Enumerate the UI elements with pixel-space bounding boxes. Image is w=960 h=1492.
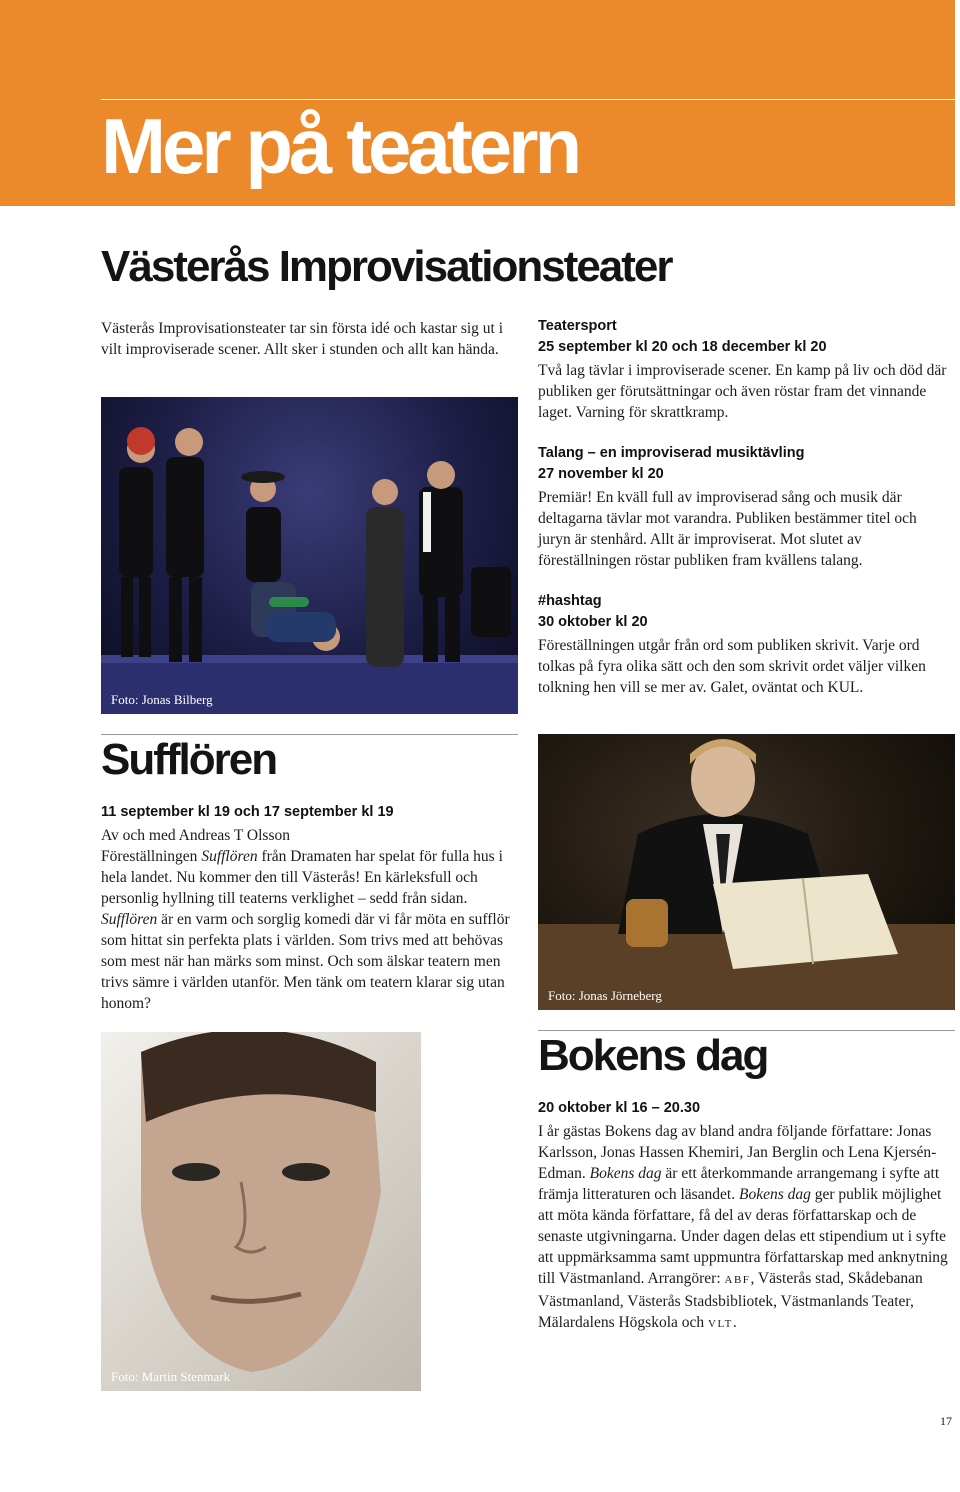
sufflor-body <box>101 802 518 1014</box>
bokens-text-4: , Västerås stad, Skådebanan Västmanland, Västerås Stadsbibliotek, Västmanlands Teater, Mälardalens Högskola och <box>538 1270 923 1331</box>
improv-photo <box>101 397 518 714</box>
improv-photo-illustration <box>101 397 518 714</box>
improv-photo-credit: Foto: Jonas Bilberg <box>111 692 213 707</box>
event-date: 27 november kl 20 <box>538 466 664 482</box>
improv-intro: Västerås Improvisationsteater tar sin första idé och kastar sig ut i vilt improviserade scener. Allt sker i stunden och allt kan hända. <box>101 320 504 358</box>
bokens-text-5: . <box>732 1314 737 1331</box>
sufflor-text-3: är en varm och sorglig komedi där vi får möta en sufflör som hittat sin perfekta plats i världen. Som trivs med att behövas som mest när han märks som minst. Och som älskar teatern men trivs sämre i världen utanför. Men tänk om teatern klarar sig utan honom? <box>101 911 510 1012</box>
sufflor-text-2: från Dramaten har spelat för fulla hus i hela landet. Nu kommer den till Västerås! En kärleksfull och personlig hyllning till teaterns verklighet – sedd från sidan. <box>101 848 503 907</box>
vlt-abbr: VLT <box>708 1318 733 1330</box>
bokens-title: Bokens dag <box>538 1031 768 1080</box>
event-text: Två lag tävlar i improviserade scener. En kamp på liv och död där publiken ger förutsättningar och även röstar fram det vinnande laget. Varning för skrattkramp. <box>538 362 947 421</box>
bokens-title-italic-2: Bokens dag <box>738 1186 811 1203</box>
event-talang <box>538 443 948 571</box>
sufflor-photo-illustration <box>538 734 955 1010</box>
sufflor-portrait-illustration <box>101 1032 421 1391</box>
bokens-title-italic-1: Bokens dag <box>589 1165 662 1182</box>
event-hashtag <box>538 591 948 698</box>
bokens-text-1: I år gästas Bokens dag av bland andra följande författare: Jonas Karlsson, Jonas Hassen Khemiri, Jan Berglin och Lena Kjersén-Edman. <box>538 1123 937 1182</box>
abf-abbr: ABF <box>724 1274 751 1286</box>
bokens-description <box>538 1121 955 1335</box>
bokens-body <box>538 1098 955 1335</box>
event-name: #hashtag <box>538 593 602 609</box>
sufflor-title-italic-1: Sufflören <box>201 848 258 865</box>
sufflor-photo-credit-2: Foto: Martin Stenmark <box>111 1369 231 1384</box>
sufflor-title-italic-2: Sufflören <box>101 911 158 928</box>
sufflor-description <box>101 846 518 1014</box>
improv-title: Västerås Improvisationsteater <box>101 242 672 291</box>
event-teatersport <box>538 316 948 423</box>
page-title: Mer på teatern <box>101 102 579 190</box>
event-date: 30 oktober kl 20 <box>538 614 648 630</box>
sufflor-text-1: Föreställningen <box>101 848 202 865</box>
event-date: 25 september kl 20 och 18 december kl 20 <box>538 339 827 355</box>
sufflor-photo <box>538 734 955 1010</box>
event-name: Talang – en improviserad musiktävling <box>538 445 805 461</box>
event-text: Premiär! En kväll full av improviserad sång och musik där deltagarna tävlar mot varandra. Publiken bestämmer titel och juryn är stenhård. Allt är improviserat. Mot slutet av föreställningen röstar publiken fram kvällens talang. <box>538 489 917 569</box>
sufflor-date: 11 september kl 19 och 17 september kl 19 <box>101 804 394 820</box>
bokens-date: 20 oktober kl 16 – 20.30 <box>538 1100 701 1116</box>
sufflor-portrait <box>101 1032 421 1391</box>
page-number: 17 <box>940 1414 952 1428</box>
sufflor-by: Av och med Andreas T Olsson <box>101 827 290 844</box>
event-name: Teatersport <box>538 318 617 334</box>
bokens-text-3: ger publik möjlighet att möta kända författare, få del av deras författarskap och de senaste utgivningarna. Under dagen delas ett stipendium ut i syfte att uppmärksamma samt uppmuntra författarskap med anknytning till Västmanland. Arrangörer: <box>538 1186 948 1287</box>
event-text: Föreställningen utgår från ord som publiken skrivit. Varje ord tolkas på fyra olika sätt och den som skrivit ordet väljer vilken tolkning hen vill se mer av. Galet, oväntat och KUL. <box>538 637 926 696</box>
sufflor-title: Sufflören <box>101 735 277 784</box>
bokens-text-2: är ett återkommande arrangemang i syfte att främja litteraturen och läsandet. <box>538 1165 940 1203</box>
sufflor-photo-credit-1: Foto: Jonas Jörneberg <box>548 988 662 1003</box>
